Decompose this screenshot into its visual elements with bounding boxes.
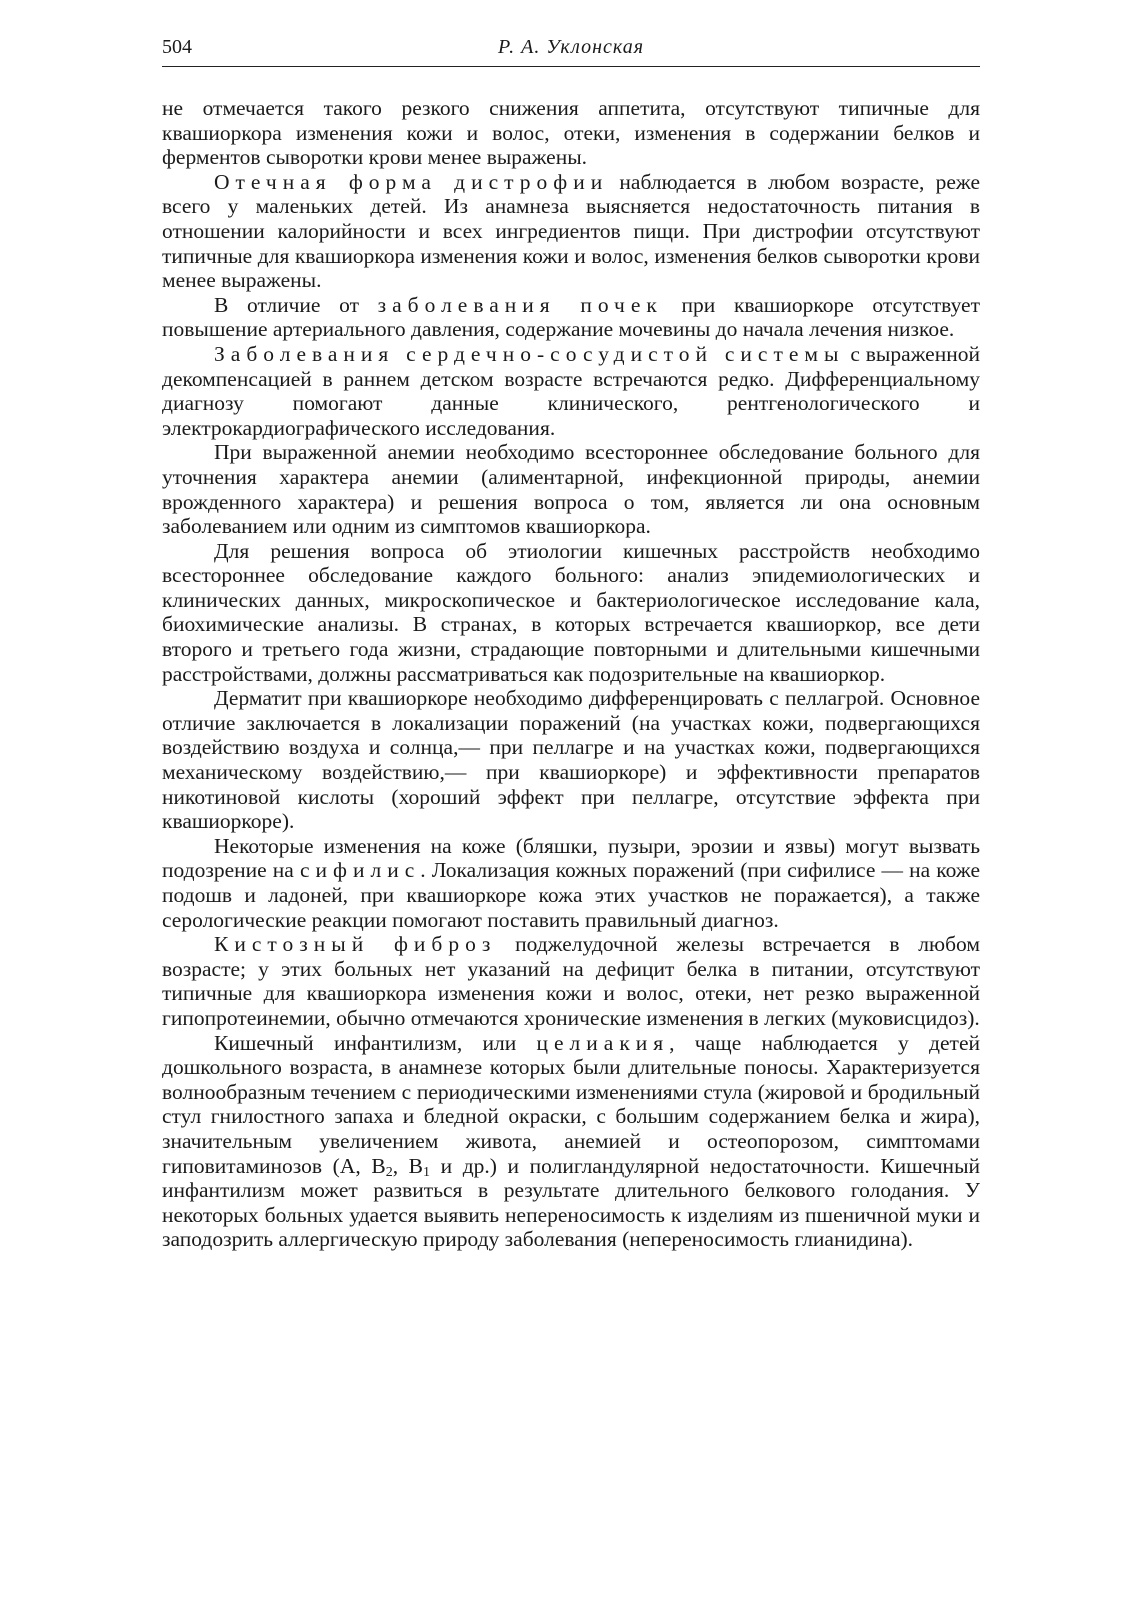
paragraph xyxy=(162,834,980,932)
text-run: При выраженной анемии необходимо всестороннее обследование больного для уточнения характера анемии (алиментарной, инфекционной природы, анемии врожденного характера) и решения вопроса о том, является ли она основным заболеванием или одним из симптомов квашиоркора. xyxy=(162,440,980,539)
text-run: поджелудочной железы встречается в любом возрасте; у этих больных нет указаний на дефицит белка в питании, отсутствуют типичные для квашиоркора изменения кожи и волос, отеки, нет резко выраженной гипопротеинемии, обычно отмечаются хронические изменения в легких (муковисцидоз). xyxy=(162,932,980,1030)
running-head xyxy=(162,36,980,64)
paragraph xyxy=(162,932,980,1030)
body-text xyxy=(162,96,980,1252)
text-run: Для решения вопроса об этиологии кишечных расстройств необходимо всестороннее обследование каждого больного: анализ эпидемиологических и клинических данных, микроскопическое и бактериологическое исследование кала, биохимические анализы. В странах, в которых встречается квашиоркор, все дети второго и третьего года жизни, страдающие повторными и длительными кишечными расстройствами, должны рассматриваться как подозрительные на квашиоркор. xyxy=(162,538,980,686)
text-run: , чаще наблюдается у детей дошкольного возраста, в анамнезе которых были длительные поносы. Характеризуется волнообразным течением с периодическими изменениями стула (жировой и бродильный стул гнилостного запаха и бледной окраски, с большим содержанием белка и жира), значительным увеличением живота, анемией и остеопорозом, симптомами гиповитаминозов (А, В xyxy=(162,1030,980,1178)
page-number: 504 xyxy=(162,36,192,58)
text-run: Дерматит при квашиоркоре необходимо дифференцировать с пеллагрой. Основное отличие заключается в локализации поражений (на участках кожи, подвергающихся воздействию воздуха и солнца,— при пеллагре и на участках кожи, подвергающихся механическому воздействию,— при квашиоркоре) и эффективности препаратов никотиновой кислоты (хороший эффект при пеллагре, отсутствие эффекта при квашиоркоре). xyxy=(162,686,980,834)
paragraph xyxy=(162,170,980,293)
emphasized-term: сифилис xyxy=(299,858,421,883)
subscript: 1 xyxy=(423,1164,431,1180)
text-run: , В xyxy=(392,1153,424,1178)
text-run: В отличие от xyxy=(214,292,378,317)
running-title: Р. А. Уклонская xyxy=(497,36,645,58)
header-rule xyxy=(162,66,980,67)
paragraph xyxy=(162,342,980,440)
subscript: 2 xyxy=(385,1164,393,1180)
emphasized-term: целиакия xyxy=(536,1030,670,1055)
emphasized-term: Кистозный фиброз xyxy=(214,932,497,957)
text-run: Некоторые изменения на коже (бляшки, пузыри, эрозии и язвы) могут вызвать подозрение на xyxy=(162,833,980,883)
paragraph xyxy=(162,293,980,342)
text-run: . Локализация кожных поражений (при сифилисе — на коже подошв и ладоней, при квашиоркоре кожа этих участков не поражается), а также серологические реакции помогают поставить правильный диагноз. xyxy=(162,858,980,932)
emphasized-term: заболевания почек xyxy=(377,292,663,317)
text-run: с выраженной декомпенсацией в раннем детском возрасте встречаются редко. Дифференциальному диагнозу помогают данные клинического, рентгенологического и электрокардиографического исследования. xyxy=(162,341,980,440)
paragraph xyxy=(162,539,980,687)
text-run: при квашиоркоре отсутствует повышение артериального давления, содержание мочевины до начала лечения низкое. xyxy=(162,292,980,342)
text-run: Кишечный инфантилизм, или xyxy=(214,1030,537,1055)
text-run: и др.) и полигландулярной недостаточности. Кишечный инфантилизм может развиться в результате длительного белкового голодания. У некоторых больных удается выявить непереносимость к изделиям из пшеничной муки и заподозрить аллергическую природу заболевания (непереносимость глианидина). xyxy=(162,1153,981,1252)
text-run: не отмечается такого резкого снижения аппетита, отсутствуют типичные для квашиоркора изменения кожи и волос, отеки, изменения в содержании белков и ферментов сыворотки крови менее выражены. xyxy=(162,96,980,170)
paragraph xyxy=(162,686,980,834)
paragraph xyxy=(162,1031,980,1252)
paragraph xyxy=(162,96,980,170)
paragraph xyxy=(162,440,980,538)
text-run: наблюдается в любом возрасте, реже всего у маленьких детей. Из анамнеза выясняется недостаточность питания в отношении калорийности и всех ингредиентов пищи. При дистрофии отсутствуют типичные для квашиоркора изменения кожи и волос, изменения белков сыворотки крови менее выражены. xyxy=(162,169,980,293)
emphasized-term: Отечная форма дистрофии xyxy=(214,169,609,194)
emphasized-term: Заболевания сердечно-сосудистой системы xyxy=(214,341,845,366)
